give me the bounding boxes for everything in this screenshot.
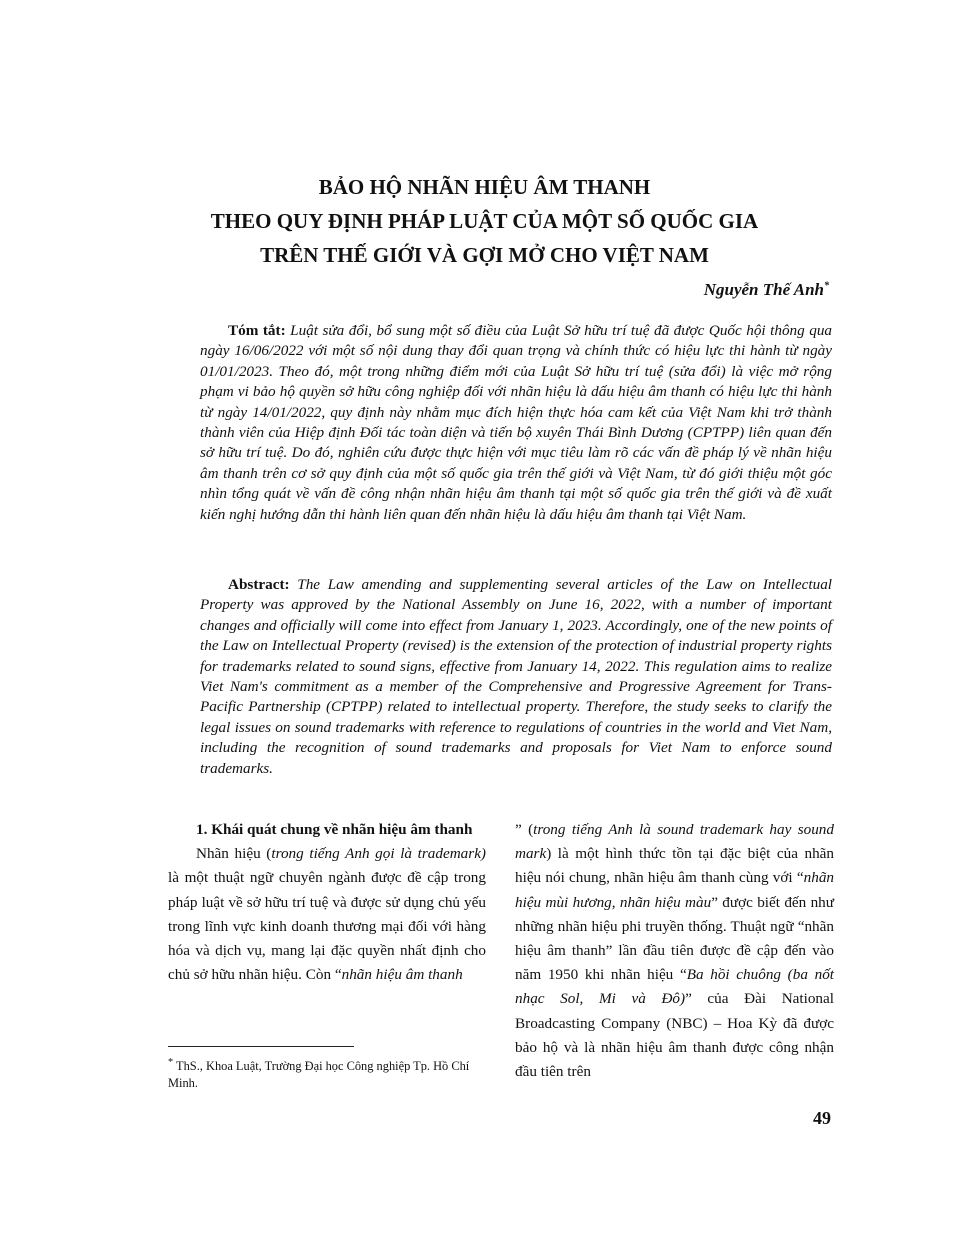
p1-h: nhãn hiệu mùi hương, nhãn hiệu màu — [515, 869, 834, 911]
abstract-vi-label: Tóm tắt: — [228, 322, 286, 339]
article-title — [120, 170, 849, 272]
abstract-en-label: Abstract: — [228, 576, 290, 593]
abstract-english — [200, 575, 832, 779]
title-line-3: TRÊN THẾ GIỚI VÀ GỢI MỞ CHO VIỆT NAM — [260, 243, 709, 267]
footnote-text: ThS., Khoa Luật, Trường Đại học Công nghiệp Tp. Hồ Chí Minh. — [168, 1059, 470, 1091]
title-line-2: THEO QUY ĐỊNH PHÁP LUẬT CỦA MỘT SỐ QUỐC GIA — [210, 209, 759, 233]
author-name-text: Nguyễn Thế Anh — [703, 280, 824, 299]
author-footnote-mark: * — [824, 280, 829, 292]
footnote-mark: * — [168, 1057, 174, 1068]
abstract-vi-text: Luật sửa đổi, bổ sung một số điều của Luật Sở hữu trí tuệ đã được Quốc hội thông qua ngày 16/06/2022 với một số nội dung thay đổi quan trọng và chính thức có hiệu lực thi hành từ ngày 01/01/2023. Theo đó, một trong những điểm mới của Luật Sở hữu trí tuệ (sửa đổi) là việc mở rộng phạm vi bảo hộ quyền sở hữu công nghiệp đối với nhãn hiệu là dấu hiệu âm thanh có hiệu lực thi hành từ ngày 14/01/2022, quy định này nhằm mục đích hiện thực hóa cam kết của Việt Nam khi trở thành thành viên của Hiệp định Đối tác toàn diện và tiến bộ xuyên Thái Bình Dương (CPTPP) liên quan đến sở hữu trí tuệ. Do đó, nghiên cứu được thực hiện với mục tiêu làm rõ các vấn đề pháp lý về nhãn hiệu âm thanh trên cơ sở quy định của một số quốc gia trên thế giới và Việt Nam, từ đó giới thiệu một góc nhìn tổng quát về vấn đề công nhận nhãn hiệu âm thanh tại một số quốc gia trên thế giới và đề xuất kiến nghị hướng dẫn thi hành liên quan đến nhãn hiệu là dấu hiệu âm thanh tại Việt Nam. — [200, 322, 833, 523]
section-heading: 1. Khái quát chung về nhãn hiệu âm thanh — [196, 821, 473, 838]
section-paragraph-part-1 — [168, 842, 486, 987]
p1-d: nhãn hiệu âm thanh — [341, 966, 463, 984]
p1-b: trong tiếng Anh gọi là trademark) — [271, 845, 486, 863]
section-paragraph-part-2 — [515, 818, 834, 1084]
author-name — [704, 280, 829, 300]
abstract-en-text: The Law amending and supplementing several articles of the Law on Intellectual Property was approved by the National Assembly on June 16, 2022, with a number of important changes and officially will come into effect from January 1, 2023. Accordingly, one of the new points of the Law on Intellectual Property (revised) is the extension of the protection of industrial property rights for trademarks related to sound signs, effective from January 14, 2022. This regulation aims to realize Viet Nam's commitment as a member of the Comprehensive and Progressive Agreement for Trans-Pacific Partnership (CPTPP) related to intellectual property. Therefore, the study seeks to clarify the legal issues on sound trademarks with reference to regulations of countries in the world and Viet Nam, including the recognition of sound trademarks and proposals for Viet Nam to enforce sound trademarks. — [200, 576, 833, 777]
p1-k: ” của Đài National Broadcasting Company (NBC) – Hoa Kỳ đã được bảo hộ và là nhãn hiệu âm thanh được công nhận đầu tiên trên — [515, 990, 834, 1081]
footnote-divider — [168, 1046, 354, 1047]
p1-a: Nhãn hiệu ( — [196, 845, 272, 863]
body-column-left — [168, 818, 486, 987]
title-line-1: BẢO HỘ NHÃN HIỆU ÂM THANH — [318, 175, 651, 199]
p1-g: ) là một hình thức tồn tại đặc biệt của nhãn hiệu nói chung, nhãn hiệu âm thanh cùng với “ — [515, 845, 834, 887]
footnote — [168, 1054, 486, 1092]
p1-e: ” ( — [515, 821, 534, 838]
p1-f: trong tiếng Anh là sound trademark hay sound mark — [515, 821, 834, 863]
p1-i: ” được biết đến như những nhãn hiệu phi truyền thống. Thuật ngữ “nhãn hiệu âm thanh” lần đầu tiên được đề cập đến vào năm 1950 khi nhãn hiệu “ — [515, 893, 834, 984]
page-number: 49 — [813, 1108, 831, 1128]
body-column-right — [515, 818, 834, 1084]
p1-j: Ba hồi chuông (ba nốt nhạc Sol, Mi và Đô) — [515, 966, 835, 1008]
abstract-vietnamese — [200, 321, 832, 525]
p1-c: là một thuật ngữ chuyên ngành được đề cập trong pháp luật về sở hữu trí tuệ và được sử dụng chủ yếu trong lĩnh vực kinh doanh thương mại đối với hàng hóa và dịch vụ, mang lại đặc quyền nhất định cho chủ sở hữu nhãn hiệu. Còn “ — [168, 869, 486, 984]
